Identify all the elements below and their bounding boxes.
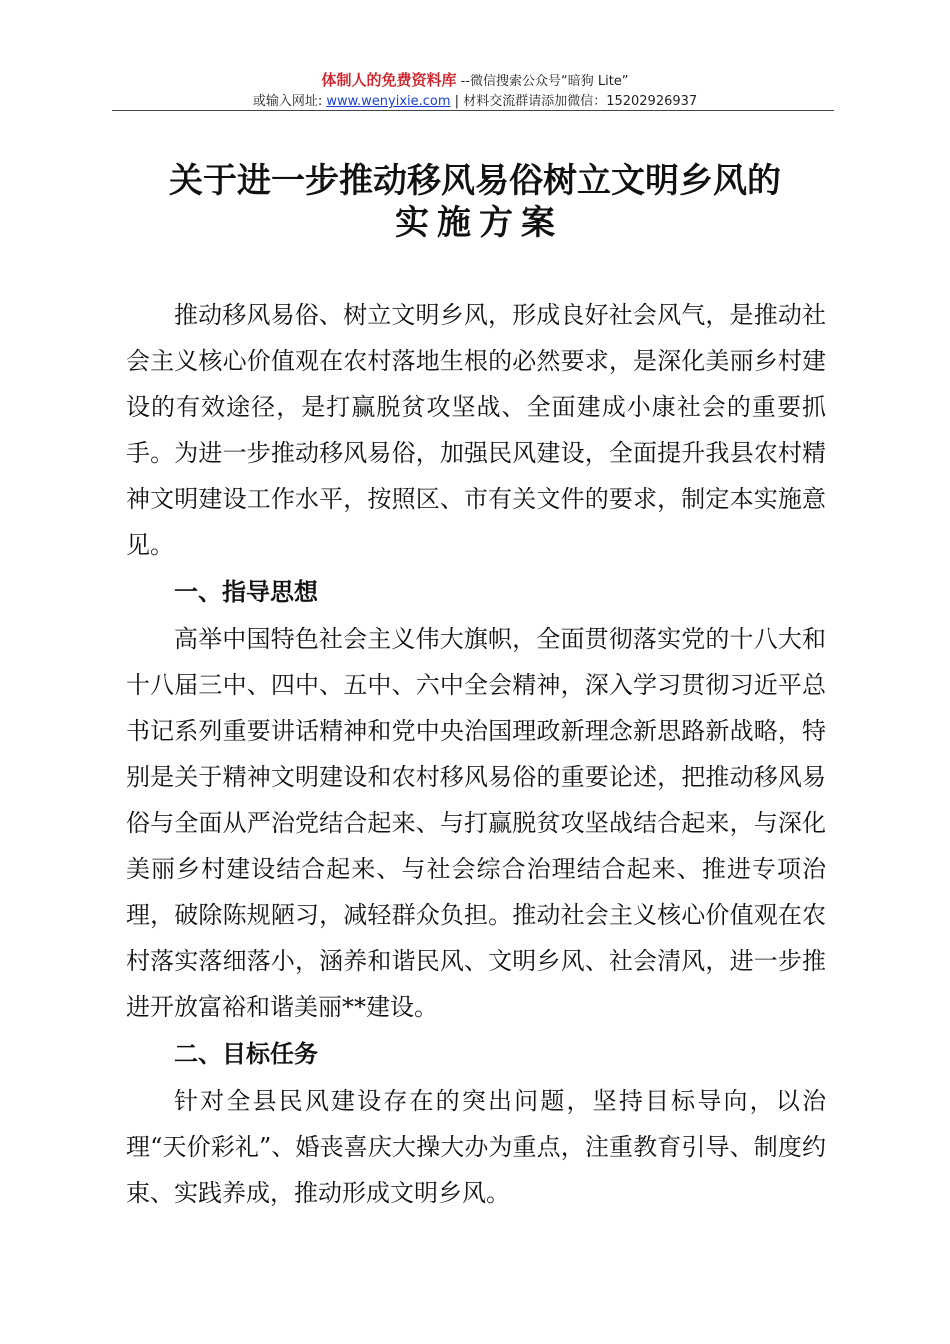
section-heading-objectives: 二、目标任务 <box>174 1040 318 1068</box>
header-divider <box>112 110 834 111</box>
header-contact <box>0 92 950 112</box>
section-heading-guiding-ideology: 一、指导思想 <box>174 578 318 606</box>
page-header <box>0 70 950 112</box>
intro-paragraph: 推动移风易俗、树立文明乡风，形成良好社会风气，是推动社会主义核心价值观在农村落地生根的必然要求，是深化美丽乡村建设的有效途径，是打赢脱贫攻坚战、全面建成小康社会的重要抓手。为进一步推动移风易俗，加强民风建设，全面提升我县农村精神文明建设工作水平，按照区、市有关文件的要求，制定本实施意见。 <box>126 301 826 559</box>
objectives-paragraph: 针对全县民风建设存在的突出问题，坚持目标导向，以治理“天价彩礼”、婚丧喜庆大操大办为重点，注重教育引导、制度约束、实践养成，推动形成文明乡风。 <box>126 1087 826 1207</box>
wechat-note: --微信搜索公众号“暗狗 Lite” <box>456 74 629 89</box>
document-title-line1: 关于进一步推动移风易俗树立文明乡风的 <box>169 161 781 201</box>
header-banner <box>0 70 950 92</box>
website-link[interactable]: www.wenyixie.com <box>326 94 451 109</box>
website-prefix: 或输入网址: <box>252 94 327 109</box>
document-body <box>126 292 826 1216</box>
brand-name: 体制人的免费资料库 <box>321 71 457 89</box>
guiding-ideology-paragraph: 高举中国特色社会主义伟大旗帜，全面贯彻落实党的十八大和十八届三中、四中、五中、六中全会精神，深入学习贯彻习近平总书记系列重要讲话精神和党中央治国理政新理念新思路新战略，特别是关于精神文明建设和农村移风易俗的重要论述，把推动移风易俗与全面从严治党结合起来、与打赢脱贫攻坚战结合起来，与深化美丽乡村建设结合起来、与社会综合治理结合起来、推进专项治理，破除陈规陋习，减轻群众负担。推动社会主义核心价值观在农村落实落细落小，涵养和谐民风、文明乡风、社会清风，进一步推进开放富裕和谐美丽**建设。 <box>126 625 826 1021</box>
contact-suffix: | 材料交流群请添加微信：15202926937 <box>450 94 698 109</box>
document-title-line2: 实施方案 <box>395 203 563 243</box>
